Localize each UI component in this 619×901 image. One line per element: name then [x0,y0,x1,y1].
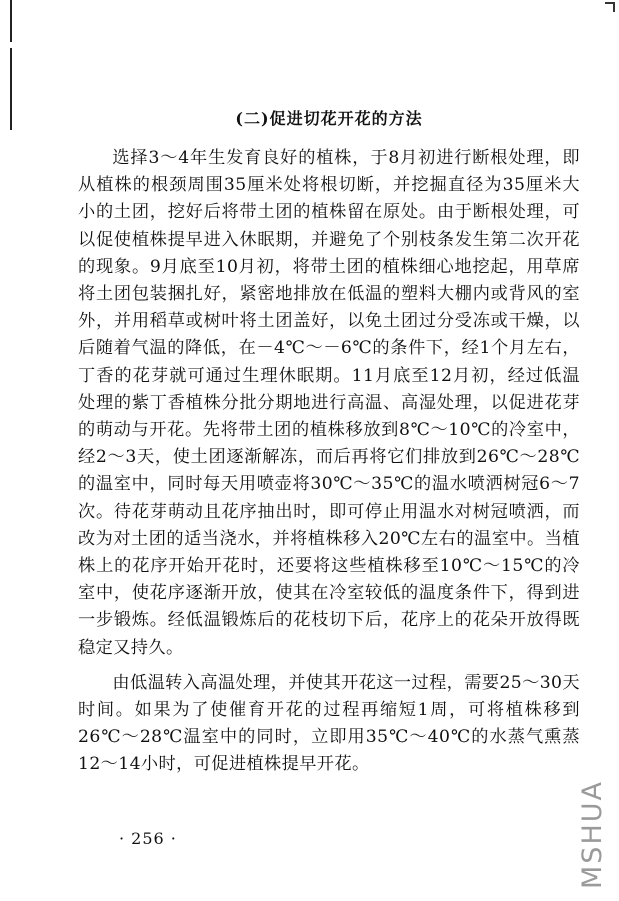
body-paragraph-2: 由低温转入高温处理，并使其开花这一过程，需要25～30天时间。如果为了使催育开花的过程再缩短1周，可将植株移到26℃～28℃温室中的同时，立即用35℃～40℃的水蒸气熏蒸12～14小时，可促进植株提早开花。 [78,672,580,775]
corner-mark [605,2,615,12]
section-heading: (二)促进切花开花的方法 [235,109,423,128]
page-content [78,106,580,779]
watermark [572,779,612,889]
page-number: · 256 · [119,829,177,848]
left-margin-rule [10,48,12,130]
watermark-text: MSHUA [576,779,608,889]
body-paragraph-1: 选择3～4年生发育良好的植株，于8月初进行断根处理，即从植株的根颈周围35厘米处将根切断，并挖掘直径为35厘米大小的土团，挖好后将带土团的植株留在原处。由于断根处理，可以促使植株提早进入休眠期，并避免了个别枝条发生第二次开花的现象。9月底至10月初，将带土团的植株细心地挖起，用草席将土团包装捆扎好，紧密地排放在低温的塑料大棚内或背风的室外，并用稻草或树叶将土团盖好，以免土团过分受冻或干燥，以后随着气温的降低，在－4℃～－6℃的条件下，经1个月左右，丁香的花芽就可通过生理休眠期。11月底至12月初，经过低温处理的紫丁香植株分批分期地进行高温、高湿处理，以促进花芽的萌动与开花。先将带土团的植株移放到8℃～10℃的冷室中，经2～3天，使土团逐渐解冻，而后再将它们排放到26℃～28℃的温室中，同时每天用喷壶将30℃～35℃的温水喷洒树冠6～7次。待花芽萌动且花序抽出时，即可停止用温水对树冠喷洒，而改为对土团的适当浇水，并将植株移入20℃左右的温室中。当植株上的花序开始开花时，还要将这些植株移至10℃～15℃的冷室中，使花序逐渐开放，使其在冷室较低的温度条件下，得到进一步锻炼。经低温锻炼后的花枝切下后，花序上的花朵开放得既稳定又持久。 [78,148,580,658]
left-margin-rule [10,0,12,42]
